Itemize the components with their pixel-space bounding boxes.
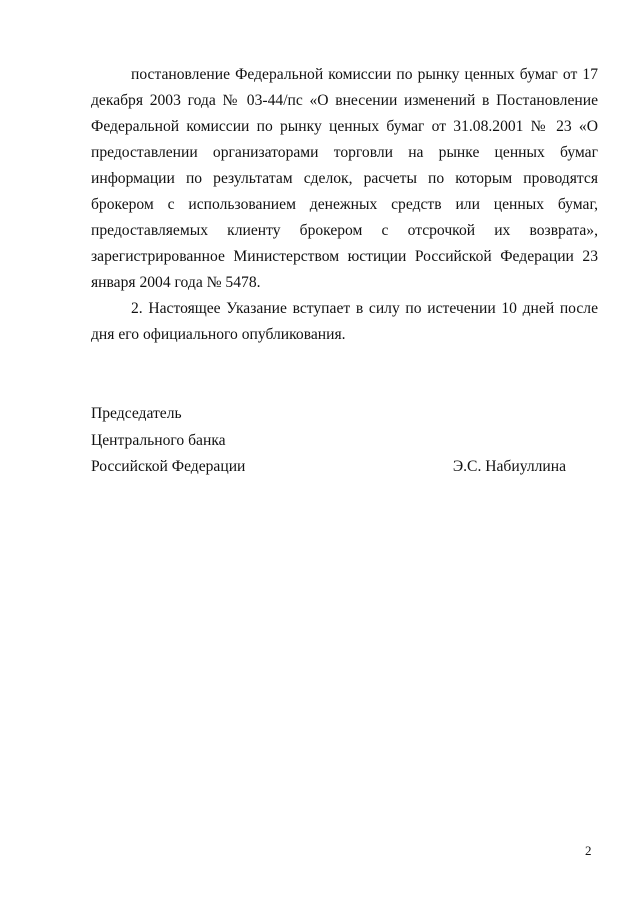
- paragraph-effective-date: 2. Настоящее Указание вступает в силу по истечении 10 дней после дня его официального опубликования.: [91, 300, 598, 343]
- signatory-position-line-1: Председатель: [91, 405, 182, 422]
- document-body: [91, 62, 598, 348]
- signatory-name: Э.С. Набиуллина: [452, 458, 566, 475]
- signatory-position-line-3: Российской Федерации: [91, 458, 246, 475]
- signatory-position-line-2: Центрального банка: [91, 431, 226, 449]
- page-number: 2: [585, 843, 592, 858]
- paragraph-repealed-act: постановление Федеральной комиссии по рынку ценных бумаг от 17 декабря 2003 года № 03-44/пс «О внесении изменений в Постановление Федеральной комиссии по рынку ценных бумаг от 31.08.2001 № 23 «О предоставлении организаторами торговли на рынке ценных бумаг информации по результатам сделок, расчеты по которым проводятся брокером с использованием денежных средств или ценных бумаг, предоставляемых клиенту брокером с отсрочкой их возврата», зарегистрированное Министерством юстиции Российской Федерации 23 января 2004 года № 5478.: [91, 66, 598, 291]
- signature-row: [91, 454, 566, 481]
- signature-block: [91, 401, 566, 481]
